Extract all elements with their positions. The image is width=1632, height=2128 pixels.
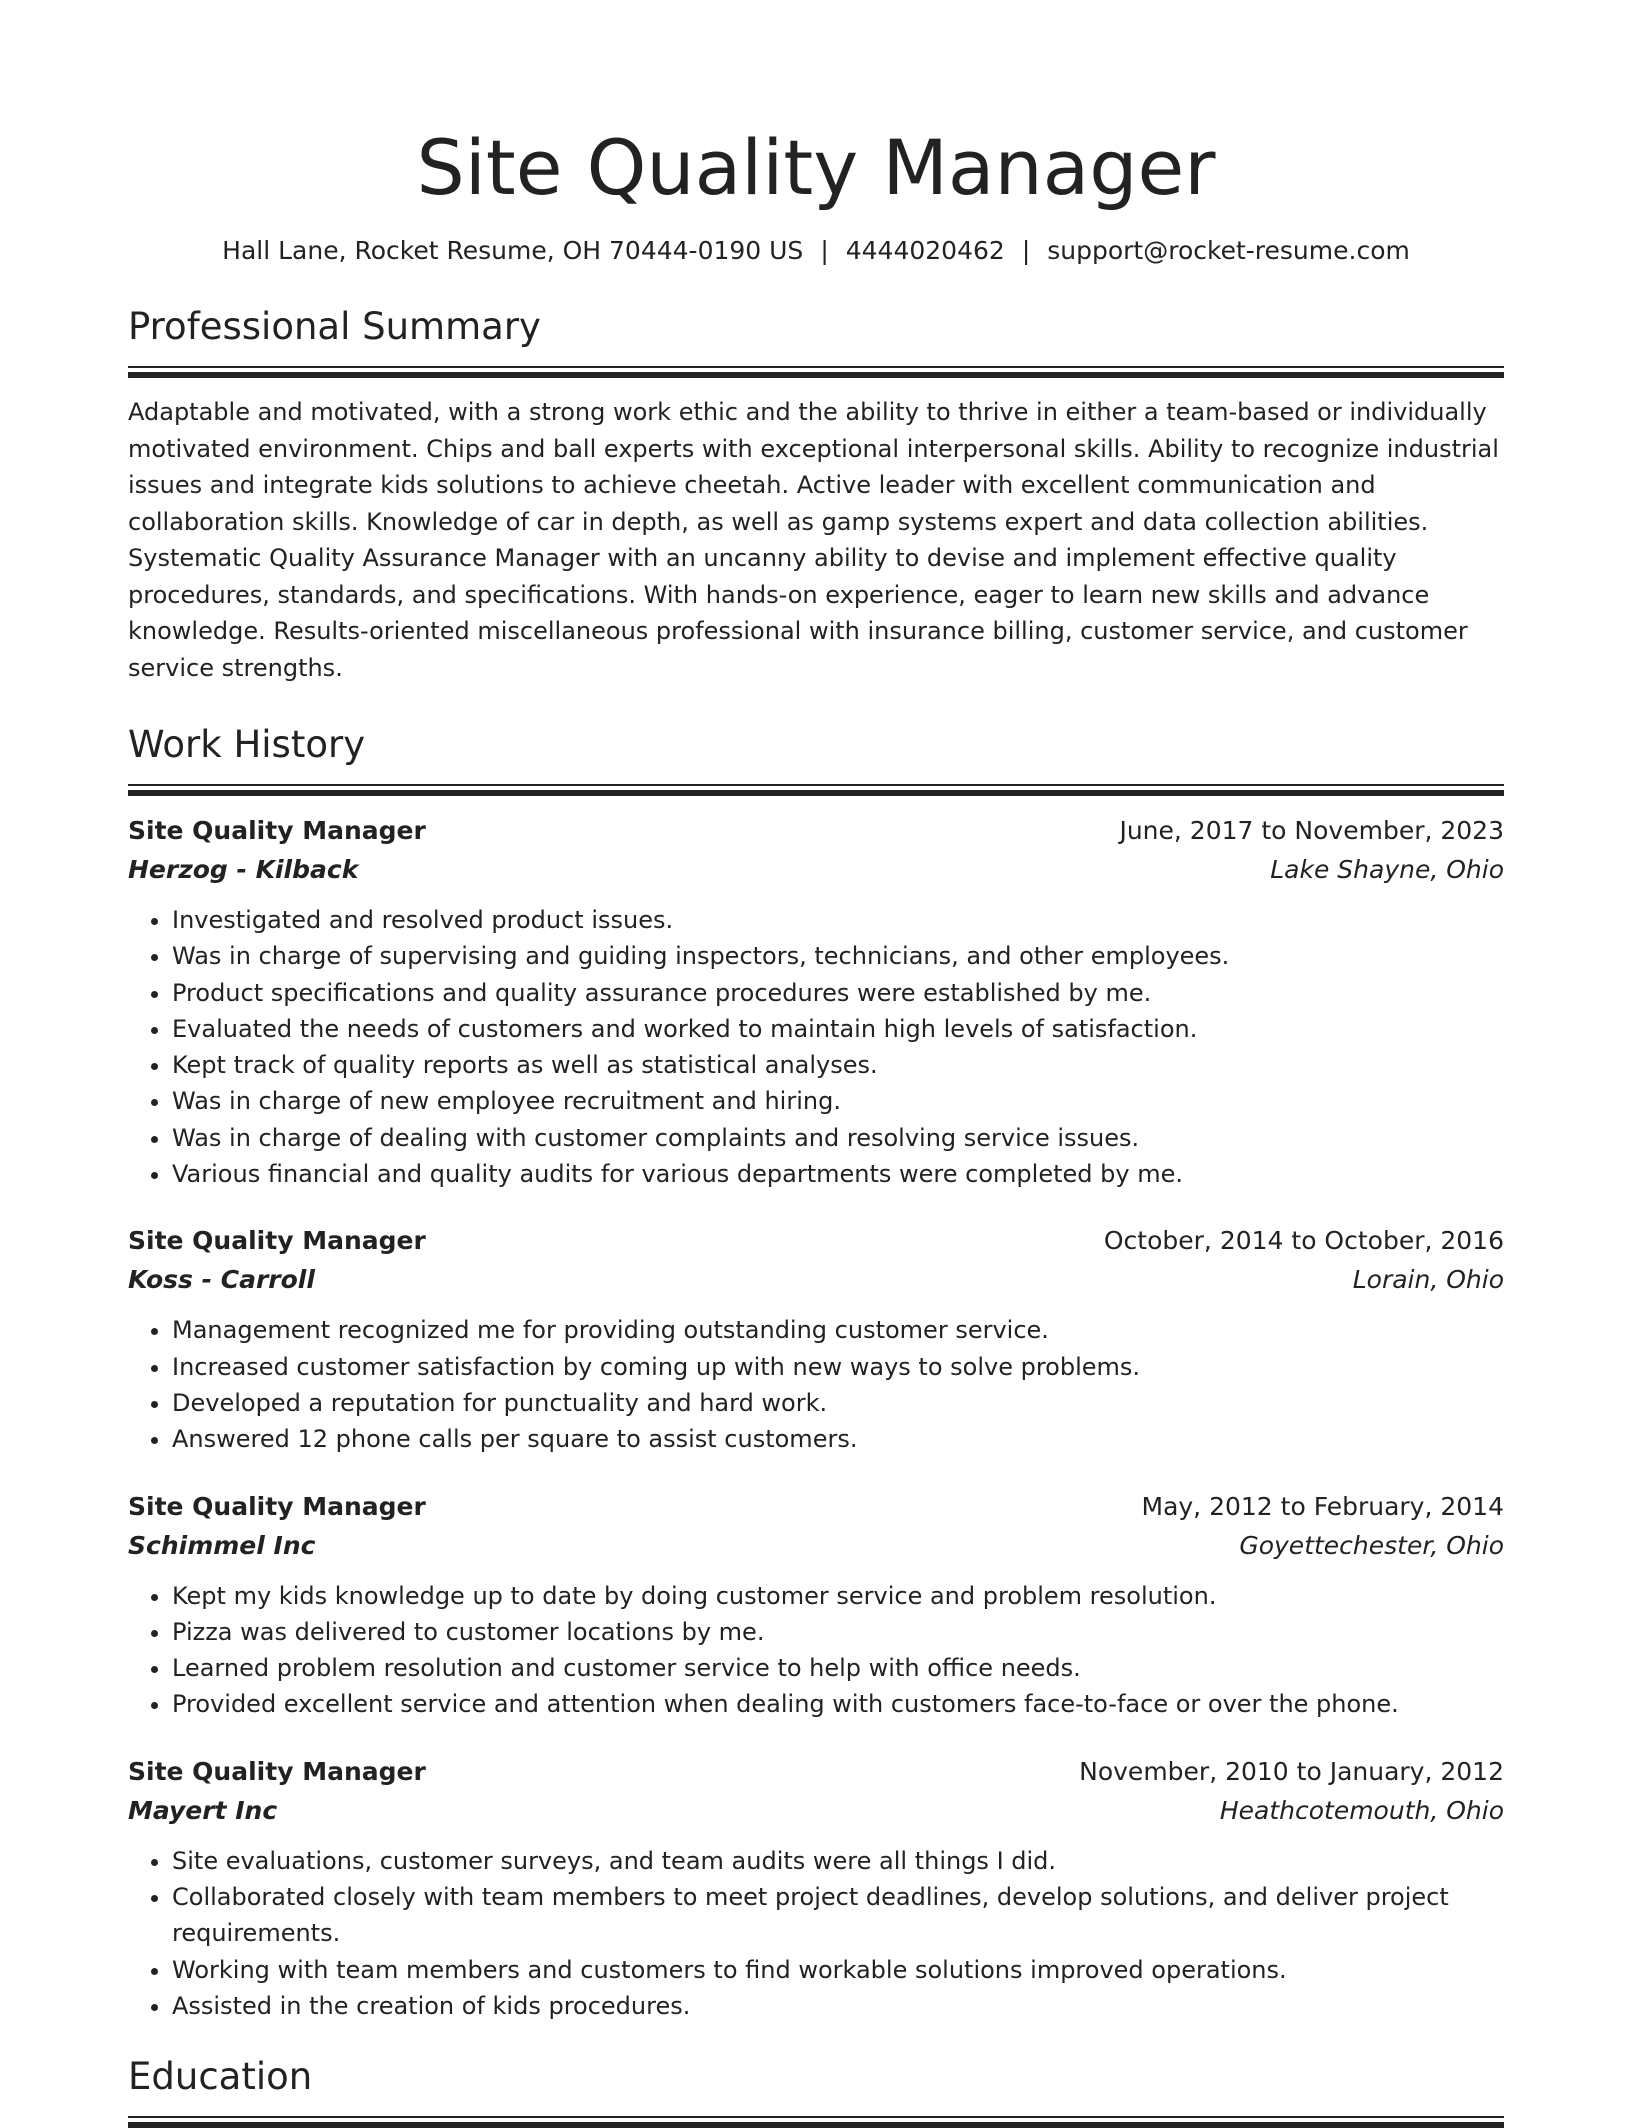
job-bullet: • Learned problem resolution and customer service to help with office needs. [172, 1650, 1504, 1686]
job-location: Goyettechester, Ohio [1239, 1530, 1504, 1560]
section-divider [128, 2116, 1504, 2122]
job-bullet-list [128, 1312, 1504, 1457]
job-subheader [128, 1526, 1504, 1566]
job-entry [128, 812, 1504, 1192]
section-title-education: Education [128, 2055, 313, 2099]
section-title-summary: Professional Summary [128, 305, 541, 348]
contact-line [128, 234, 1504, 268]
job-bullet: • Was in charge of dealing with customer complaints and resolving service issues. [172, 1120, 1504, 1156]
job-bullet-list [128, 1843, 1504, 2024]
job-bullet: • Site evaluations, customer surveys, and team audits were all things I did. [172, 1843, 1504, 1879]
job-title: Site Quality Manager [128, 1491, 426, 1521]
work-history-section [128, 720, 1504, 2024]
job-bullet: • Collaborated closely with team members to meet project deadlines, develop solutions, and deliver project requirements. [172, 1879, 1504, 1952]
professional-summary-section [128, 302, 1504, 686]
job-bullet: • Was in charge of new employee recruitment and hiring. [172, 1083, 1504, 1119]
summary-text: Adaptable and motivated, with a strong work ethic and the ability to thrive in either a team-based or individually motivated environment. Chips and ball experts with exceptional interpersonal skills. Ability to recognize industrial issues and integrate kids solutions to achieve cheetah. Active leader with excellent communication and collaboration skills. Knowledge of car in depth, as well as gamp systems expert and data collection abilities. Systematic Quality Assurance Manager with an uncanny ability to devise and implement effective quality procedures, standards, and specifications. With hands-on experience, eager to learn new skills and advance knowledge. Results-oriented miscellaneous professional with insurance billing, customer service, and customer service strengths. [128, 398, 1499, 682]
job-bullet: • Increased customer satisfaction by coming up with new ways to solve problems. [172, 1349, 1504, 1385]
job-dates: November, 2010 to January, 2012 [1079, 1756, 1504, 1786]
job-subheader [128, 1260, 1504, 1300]
job-bullet: • Investigated and resolved product issues. [172, 902, 1504, 938]
job-title: Site Quality Manager [128, 816, 426, 845]
job-bullet: • Pizza was delivered to customer locations by me. [172, 1614, 1504, 1650]
job-company: Schimmel Inc [128, 1530, 316, 1560]
job-bullet: • Evaluated the needs of customers and worked to maintain high levels of satisfaction. [172, 1011, 1504, 1047]
job-location: Lake Shayne, Ohio [1270, 855, 1504, 884]
job-company: Mayert Inc [128, 1795, 278, 1825]
section-divider [128, 366, 1504, 372]
job-location: Heathcotemouth, Ohio [1219, 1795, 1504, 1825]
job-subheader [128, 1791, 1504, 1831]
job-bullet: • Various financial and quality audits for various departments were completed by me. [172, 1156, 1504, 1192]
job-bullet: • Management recognized me for providing outstanding customer service. [172, 1312, 1504, 1348]
job-bullet: • Assisted in the creation of kids procedures. [172, 1988, 1504, 2024]
section-divider [128, 784, 1504, 790]
job-header [128, 812, 1504, 850]
job-bullet: • Product specifications and quality assurance procedures were established by me. [172, 975, 1504, 1011]
contact-separator: | [820, 236, 829, 265]
job-title: Site Quality Manager [128, 1756, 426, 1786]
job-entry [128, 1488, 1504, 1723]
job-bullet: • Answered 12 phone calls per square to assist customers. [172, 1421, 1504, 1457]
contact-phone: 4444020462 [845, 236, 1005, 265]
job-bullet: • Kept track of quality reports as well as statistical analyses. [172, 1047, 1504, 1083]
job-dates: May, 2012 to February, 2014 [1141, 1491, 1504, 1521]
job-bullet: • Working with team members and customers to find workable solutions improved operations. [172, 1952, 1504, 1988]
job-bullet: • Developed a reputation for punctuality and hard work. [172, 1385, 1504, 1421]
job-entry [128, 1753, 1504, 2024]
job-bullet: • Kept my kids knowledge up to date by doing customer service and problem resolution. [172, 1578, 1504, 1614]
contact-email: support@rocket-resume.com [1047, 236, 1410, 265]
job-dates: June, 2017 to November, 2023 [1119, 816, 1504, 845]
job-title: Site Quality Manager [128, 1226, 426, 1256]
job-header [128, 1753, 1504, 1791]
job-entry [128, 1222, 1504, 1457]
contact-address: Hall Lane, Rocket Resume, OH 70444-0190 US [222, 236, 804, 265]
job-header [128, 1222, 1504, 1260]
job-bullet-list [128, 1578, 1504, 1723]
job-dates: October, 2014 to October, 2016 [1103, 1226, 1504, 1256]
job-bullet: • Provided excellent service and attention when dealing with customers face-to-face or over the phone. [172, 1686, 1504, 1722]
job-company: Koss - Carroll [128, 1265, 315, 1295]
job-company: Herzog - Kilback [128, 855, 359, 884]
job-subheader [128, 850, 1504, 890]
section-title-work-history: Work History [128, 723, 366, 766]
job-header [128, 1488, 1504, 1526]
candidate-name: Site Quality Manager [416, 123, 1216, 212]
job-bullet: • Was in charge of supervising and guiding inspectors, technicians, and other employees. [172, 938, 1504, 974]
contact-separator: | [1021, 236, 1031, 265]
job-bullet-list [128, 902, 1504, 1192]
job-location: Lorain, Ohio [1352, 1265, 1504, 1295]
